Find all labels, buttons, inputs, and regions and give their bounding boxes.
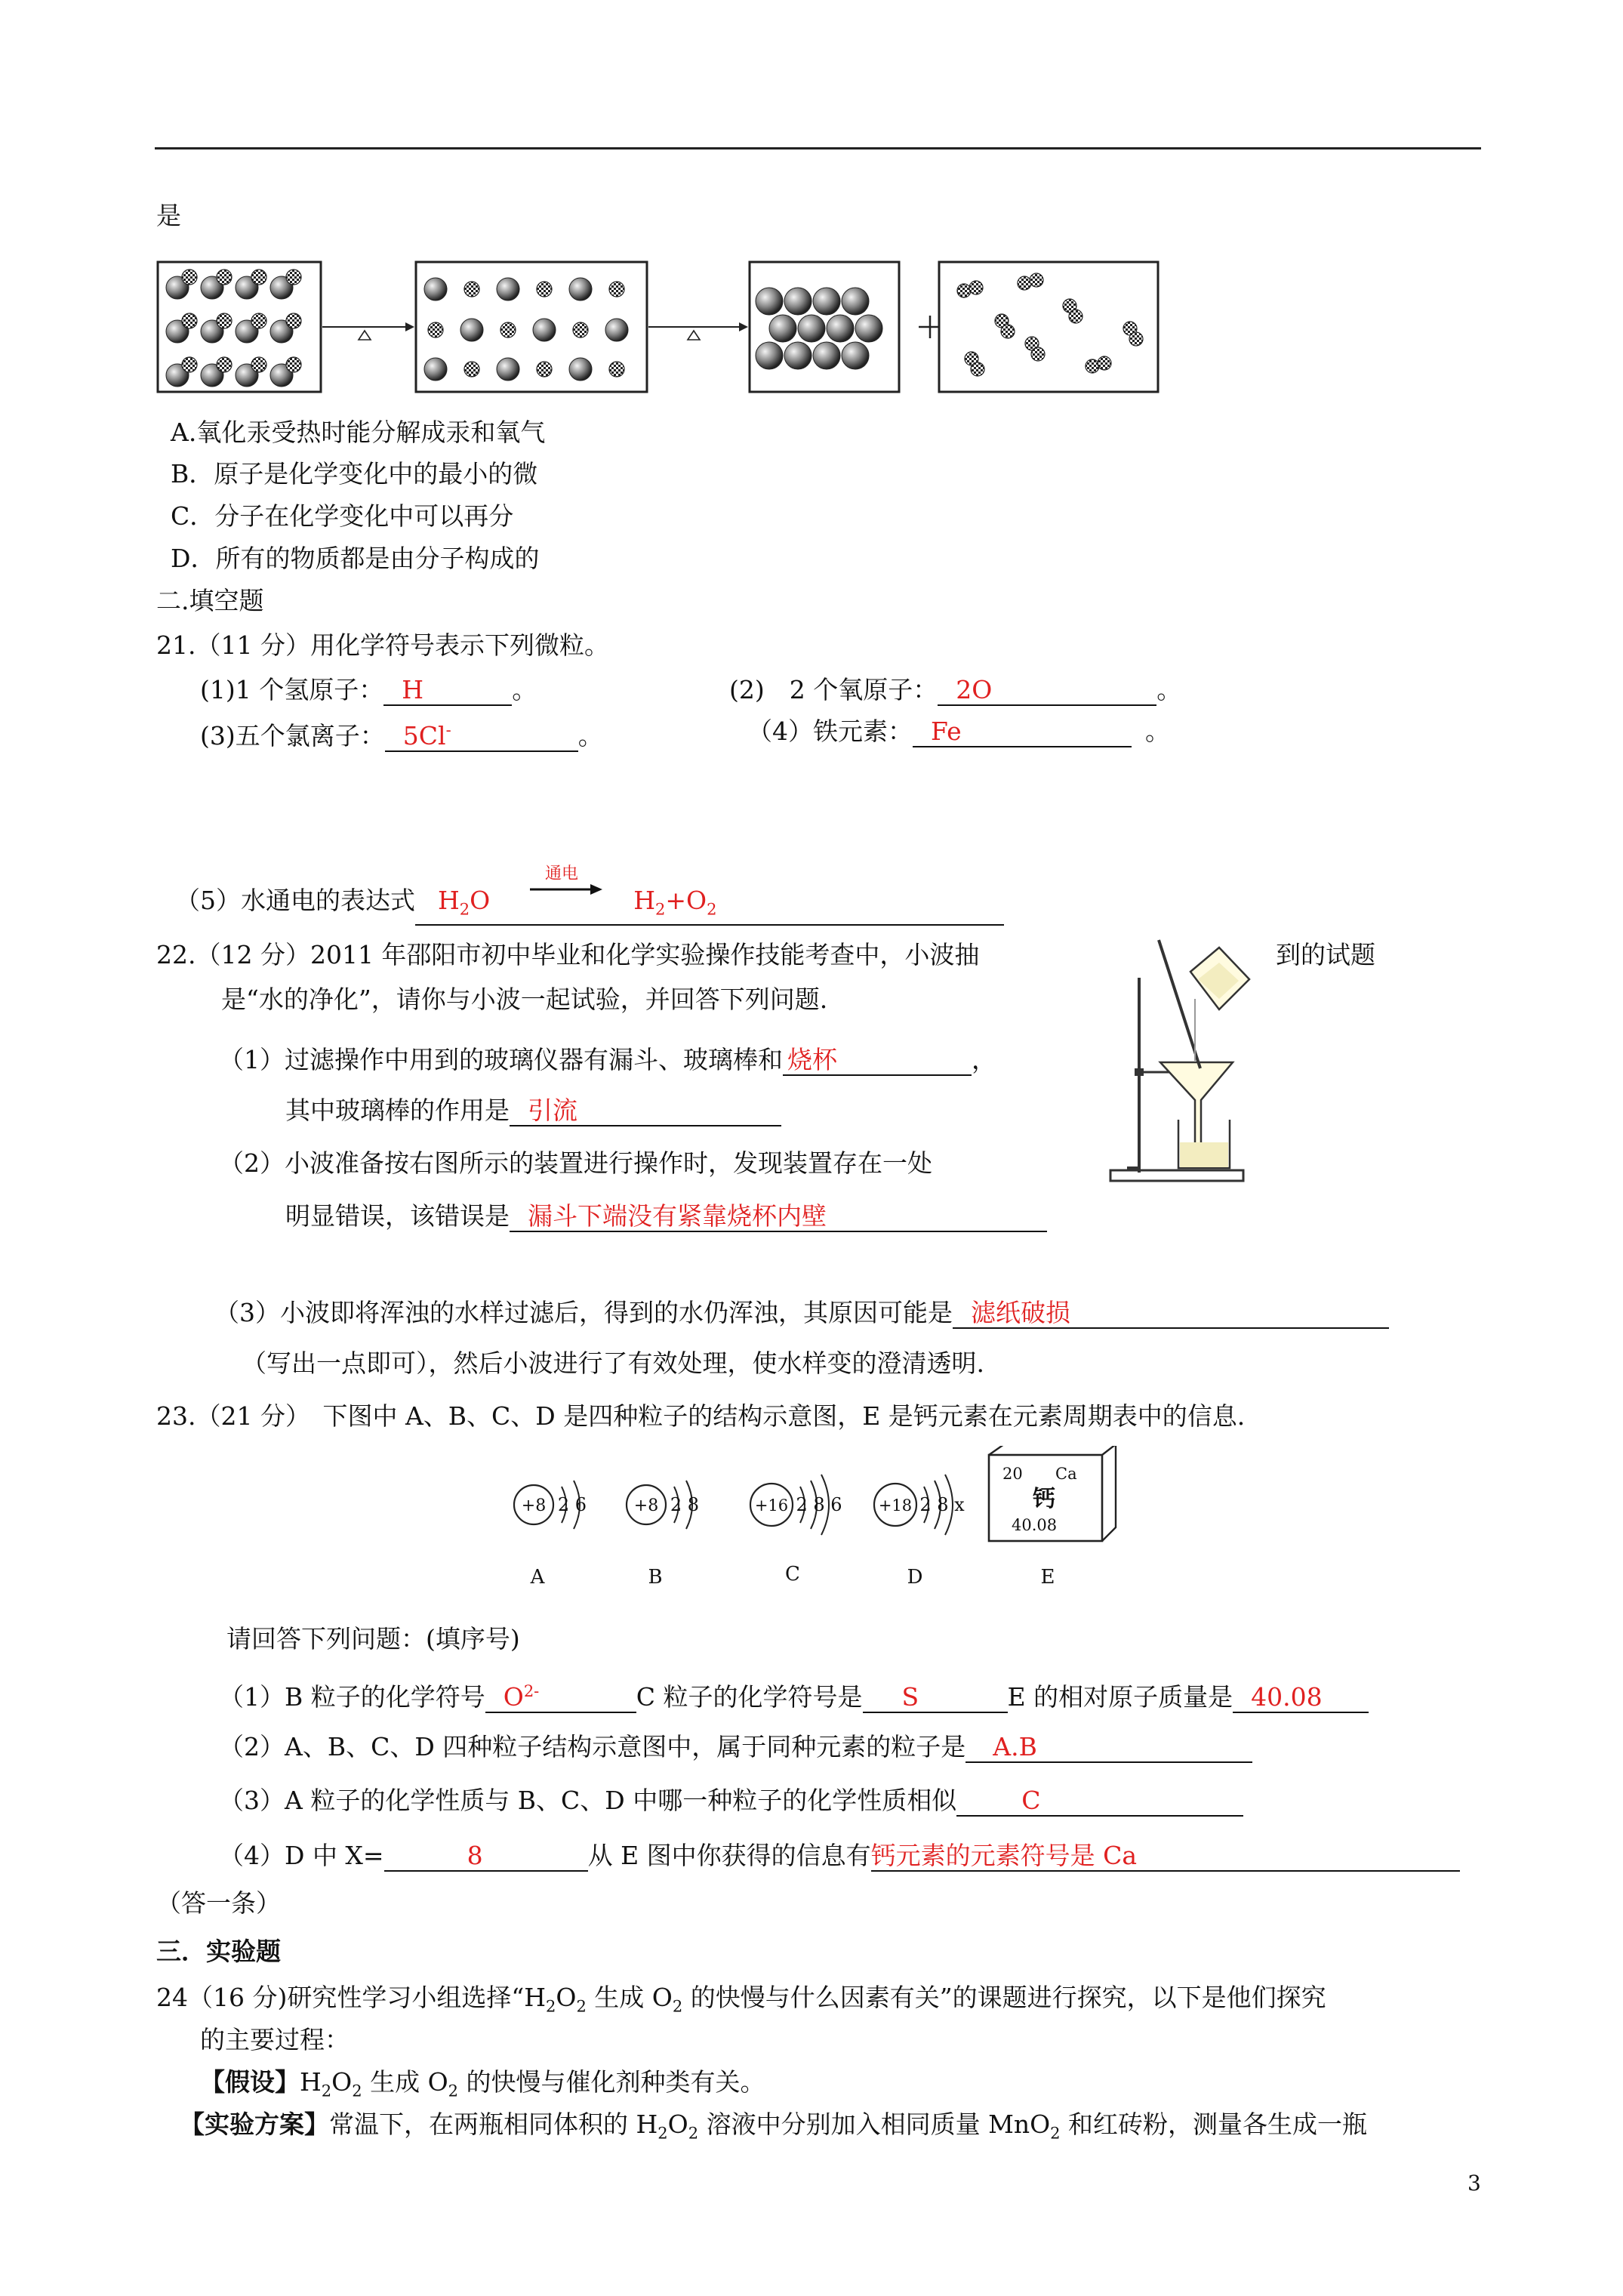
end-mark: 。 <box>577 721 603 750</box>
section-2-title: 二.填空题 <box>156 586 264 615</box>
element-name: 钙 <box>1033 1486 1055 1512</box>
q22-p2b-blank[interactable] <box>510 1202 1047 1232</box>
oxygen-atom <box>217 270 232 285</box>
q23-p4-answer-b: 钙元素的元素符号是 Ca <box>870 1841 1138 1870</box>
mercury-atom <box>569 278 592 300</box>
oxygen-atom <box>217 357 232 372</box>
q21-p3-label: (3)五个氯离子： <box>200 721 385 750</box>
oxygen-atom <box>286 357 301 372</box>
q22-p1b-blank[interactable] <box>510 1096 781 1126</box>
q23-part3 <box>219 1785 1243 1817</box>
oxygen-atom <box>573 322 588 337</box>
q22-p2b-answer: 漏斗下端没有紧靠烧杯内壁 <box>528 1201 827 1231</box>
q21-p2-blank[interactable] <box>938 676 1156 706</box>
q22-part2b <box>285 1200 1047 1232</box>
oxygen-atom <box>1069 310 1083 323</box>
atom-a-shells: 2 6 <box>557 1494 587 1515</box>
atom-a-nucleus-charge: +8 <box>521 1496 547 1515</box>
element-mass: 40.08 <box>1012 1516 1058 1534</box>
q20-option-a: A.氧化汞受热时能分解成汞和氧气 <box>171 418 546 447</box>
q21-p1-answer: H <box>402 675 424 704</box>
q24-plan: 【实验方案】常温下，在两瓶相同体积的 $H_2O_2$ 溶液中分别加入相同质量 MnO$_2$ 和红砖粉，测量各生成一瓶 <box>180 2110 1368 2143</box>
oxygen-atom <box>1018 276 1031 290</box>
mercury-atom <box>784 342 812 369</box>
q22-p2b-label: 明显错误，该错误是 <box>285 1201 510 1231</box>
q21-p2-answer: 2O <box>956 675 993 704</box>
q24-stem-a: 24（16 分)研究性学习小组选择“$H_2O_2$ 生成 $O_2$ 的快慢与什么因素有关”的课题进行探究，以下是他们探究 <box>156 1983 1326 2016</box>
q22-p1-blank[interactable] <box>783 1046 972 1076</box>
q23-p2-label: （2）A、B、C、D 四种粒子结构示意图中，属于同种元素的粒子是 <box>219 1732 966 1761</box>
q23-p1-label-b: C 粒子的化学符号是 <box>636 1682 863 1712</box>
q23-p3-blank[interactable] <box>956 1786 1243 1817</box>
periodic-element-box <box>989 1446 1116 1541</box>
oxygen-atom <box>217 313 232 328</box>
q22-p3-blank[interactable] <box>953 1299 1389 1329</box>
q20-stem-tail: 是 <box>156 201 181 230</box>
atom-d-nucleus-charge: +18 <box>878 1496 913 1515</box>
mercury-atom <box>842 342 869 369</box>
atom-d-shells: 2 8 x <box>919 1494 965 1515</box>
q23-p1-answer-a: $O^{2-}$ <box>503 1682 540 1712</box>
q21-p3-blank[interactable] <box>385 716 578 752</box>
oxygen-atom <box>609 362 624 377</box>
oxygen-atom <box>251 357 266 372</box>
mercury-atom <box>497 358 519 381</box>
q23-p3-answer: C <box>1021 1786 1041 1815</box>
q21-part4 <box>747 716 1170 747</box>
mercury-atom <box>460 319 483 341</box>
q21-p4-label: （4）铁元素： <box>747 717 913 746</box>
q22-stem-a: 22.（12 分）2011 年邵阳市初中毕业和化学实验操作技能考查中，小波抽 <box>156 940 980 969</box>
mercury-atom <box>497 278 519 300</box>
mercury-atom <box>569 358 592 381</box>
q21-p5-condition: 通电 <box>545 864 579 883</box>
q21-stem: 21.（11 分）用化学符号表示下列微粒。 <box>156 630 609 660</box>
mercury-atom <box>813 342 840 369</box>
mercury-atom <box>756 288 783 315</box>
q22-p1-label: （1）过滤操作中用到的玻璃仪器有漏斗、玻璃棒和 <box>219 1045 783 1074</box>
q21-part2 <box>729 674 1181 706</box>
q21-p1-label: (1)1 个氢原子： <box>200 675 384 704</box>
oxygen-atom <box>1086 359 1099 373</box>
oxygen-atom <box>537 282 552 297</box>
mercury-atom <box>842 288 869 315</box>
q21-p4-blank[interactable] <box>913 717 1132 747</box>
mercury-atom <box>424 278 447 300</box>
q23-part2 <box>219 1731 1252 1763</box>
q23-p4-label-b: 从 E 图中你获得的信息有 <box>587 1841 871 1870</box>
q21-p5-blank[interactable] <box>415 886 1004 926</box>
end-mark: 。 <box>512 675 537 704</box>
oxygen-atom <box>971 362 984 376</box>
q23-p4-label: （4）D 中 X= <box>219 1841 384 1870</box>
q21-part1 <box>200 674 537 706</box>
q22-stem-c: 是“水的净化”，请你与小波一起试验，并回答下列问题. <box>221 985 828 1014</box>
q23-p4-blank-b[interactable] <box>871 1841 1460 1872</box>
q21-p5-reactant: $H_2O$ <box>438 886 491 919</box>
mercury-atom <box>605 319 628 341</box>
oxygen-atom <box>957 284 971 297</box>
q21-p5-products: $H_2+O_2$ <box>633 886 717 919</box>
element-symbol: Ca <box>1055 1465 1077 1483</box>
q22-p1-answer: 烧杯 <box>787 1045 837 1074</box>
q23-p3-label: （3）A 粒子的化学性质与 B、C、D 中哪一种粒子的化学性质相似 <box>219 1786 957 1815</box>
q21-p1-blank[interactable] <box>383 676 512 706</box>
q23-part1 <box>219 1677 1369 1713</box>
q22-part1b <box>285 1095 781 1126</box>
q21-part5 <box>175 885 1004 926</box>
q22-part2: （2）小波准备按右图所示的装置进行操作时，发现装置存在一处 <box>219 1148 932 1178</box>
q24-stem-b: 的主要过程： <box>200 2025 350 2054</box>
atom-c-shells: 2 8 6 <box>796 1494 842 1515</box>
oxygen-atom <box>1001 325 1015 338</box>
q23-p1-blank-c[interactable] <box>1233 1683 1369 1713</box>
oxygen-atom <box>969 281 983 294</box>
q21-p4-answer: Fe <box>931 717 962 746</box>
end-mark: 。 <box>1156 675 1182 704</box>
oxygen-atom <box>1129 332 1143 346</box>
q23-p1-answer-b: S <box>901 1682 919 1712</box>
oxygen-atom <box>609 282 624 297</box>
q23-p4-tail: （答一条） <box>156 1888 281 1918</box>
mercury-atom <box>855 315 882 342</box>
oxygen-atom <box>537 362 552 377</box>
section-3-title: 三．实验题 <box>156 1937 281 1966</box>
reaction-particle-diagram <box>156 260 1160 396</box>
q20-option-d: D．所有的物质都是由分子构成的 <box>171 544 540 573</box>
atom-b-label: B <box>648 1566 663 1589</box>
q23-p2-blank[interactable] <box>965 1733 1252 1763</box>
atom-c-label: C <box>785 1563 800 1586</box>
mercury-atom <box>827 315 854 342</box>
oxygen-atom <box>500 322 516 337</box>
mercury-atom <box>784 288 812 315</box>
atom-b-nucleus-charge: +8 <box>633 1496 659 1515</box>
oxygen-atom <box>428 322 443 337</box>
mercury-atom <box>813 288 840 315</box>
element-label: E <box>1040 1566 1055 1589</box>
oxygen-atom <box>182 313 197 328</box>
q22-p1b-answer: 引流 <box>528 1096 577 1125</box>
q20-option-c: C．分子在化学变化中可以再分 <box>171 501 514 531</box>
oxygen-atom <box>182 357 197 372</box>
element-number: 20 <box>1002 1465 1023 1483</box>
oxygen-atom <box>464 282 479 297</box>
q24-hypothesis: 【假设】$H_2O_2$ 生成 $O_2$ 的快慢与催化剂种类有关。 <box>200 2067 765 2100</box>
oxygen-atom <box>1030 273 1043 287</box>
q22-part3 <box>214 1297 1389 1329</box>
oxygen-atom <box>182 270 197 285</box>
q22-p3-answer: 滤纸破损 <box>971 1298 1070 1327</box>
q22-p1b-label: 其中玻璃棒的作用是 <box>285 1096 510 1125</box>
mercury-atom <box>756 342 783 369</box>
filtration-apparatus-icon <box>1106 932 1257 1197</box>
q23-prompt: 请回答下列问题：(填序号) <box>226 1624 520 1653</box>
header-rule <box>155 147 1481 149</box>
oxygen-atom <box>464 362 479 377</box>
mercury-atom <box>533 319 556 341</box>
q21-part3 <box>200 716 603 752</box>
mercury-atom <box>769 315 796 342</box>
atom-diagrams-svg <box>498 1446 1140 1597</box>
atom-d-label: D <box>907 1566 923 1589</box>
q22-p3-label: （3）小波即将浑浊的水样过滤后，得到的水仍浑浊，其原因可能是 <box>214 1298 953 1327</box>
q22-p1-tail: ， <box>972 1045 996 1074</box>
oxygen-atom <box>251 270 266 285</box>
mercury-atom <box>424 358 447 381</box>
atom-b-shells: 2 8 <box>670 1494 700 1515</box>
q22-stem-b: 到的试题 <box>1276 940 1375 969</box>
q21-p2-label: (2) 2 个氧原子： <box>729 675 938 704</box>
mercury-atom <box>798 315 825 342</box>
oxygen-atom <box>286 313 301 328</box>
oxygen-atom <box>1098 356 1111 370</box>
q20-option-b: B．原子是化学变化中的最小的微 <box>171 459 538 488</box>
q23-p1-label-a: （1）B 粒子的化学符号 <box>219 1682 485 1712</box>
atom-a-label: A <box>530 1566 545 1589</box>
oxygen-atom <box>286 270 301 285</box>
atom-c-nucleus-charge: +16 <box>754 1496 789 1515</box>
q23-p1-blank-b[interactable] <box>863 1683 1008 1713</box>
q21-p5-label: （5）水通电的表达式 <box>175 886 415 915</box>
q22-part1 <box>219 1044 996 1076</box>
page-number: 3 <box>1467 2171 1481 2196</box>
q23-p4-blank[interactable] <box>384 1841 588 1872</box>
q23-p4-answer: 8 <box>467 1841 483 1870</box>
q23-p2-answer: A.B <box>993 1732 1037 1761</box>
q23-p1-blank-a[interactable] <box>485 1677 636 1713</box>
oxygen-atom <box>251 313 266 328</box>
oxygen-atom <box>1031 347 1045 361</box>
q23-p1-label-c: E 的相对原子质量是 <box>1007 1682 1233 1712</box>
q23-stem: 23.（21 分） 下图中 A、B、C、D 是四种粒子的结构示意图，E 是钙元素在元素周期表中的信息. <box>156 1401 1246 1431</box>
q23-part4 <box>219 1840 1460 1872</box>
q22-part3b: （写出一点即可），然后小波进行了有效处理，使水样变的澄清透明. <box>242 1348 984 1378</box>
q23-p1-answer-c: 40.08 <box>1251 1682 1323 1712</box>
end-mark: 。 <box>1145 717 1170 746</box>
q21-p3-answer: 5Cl- <box>402 721 451 750</box>
